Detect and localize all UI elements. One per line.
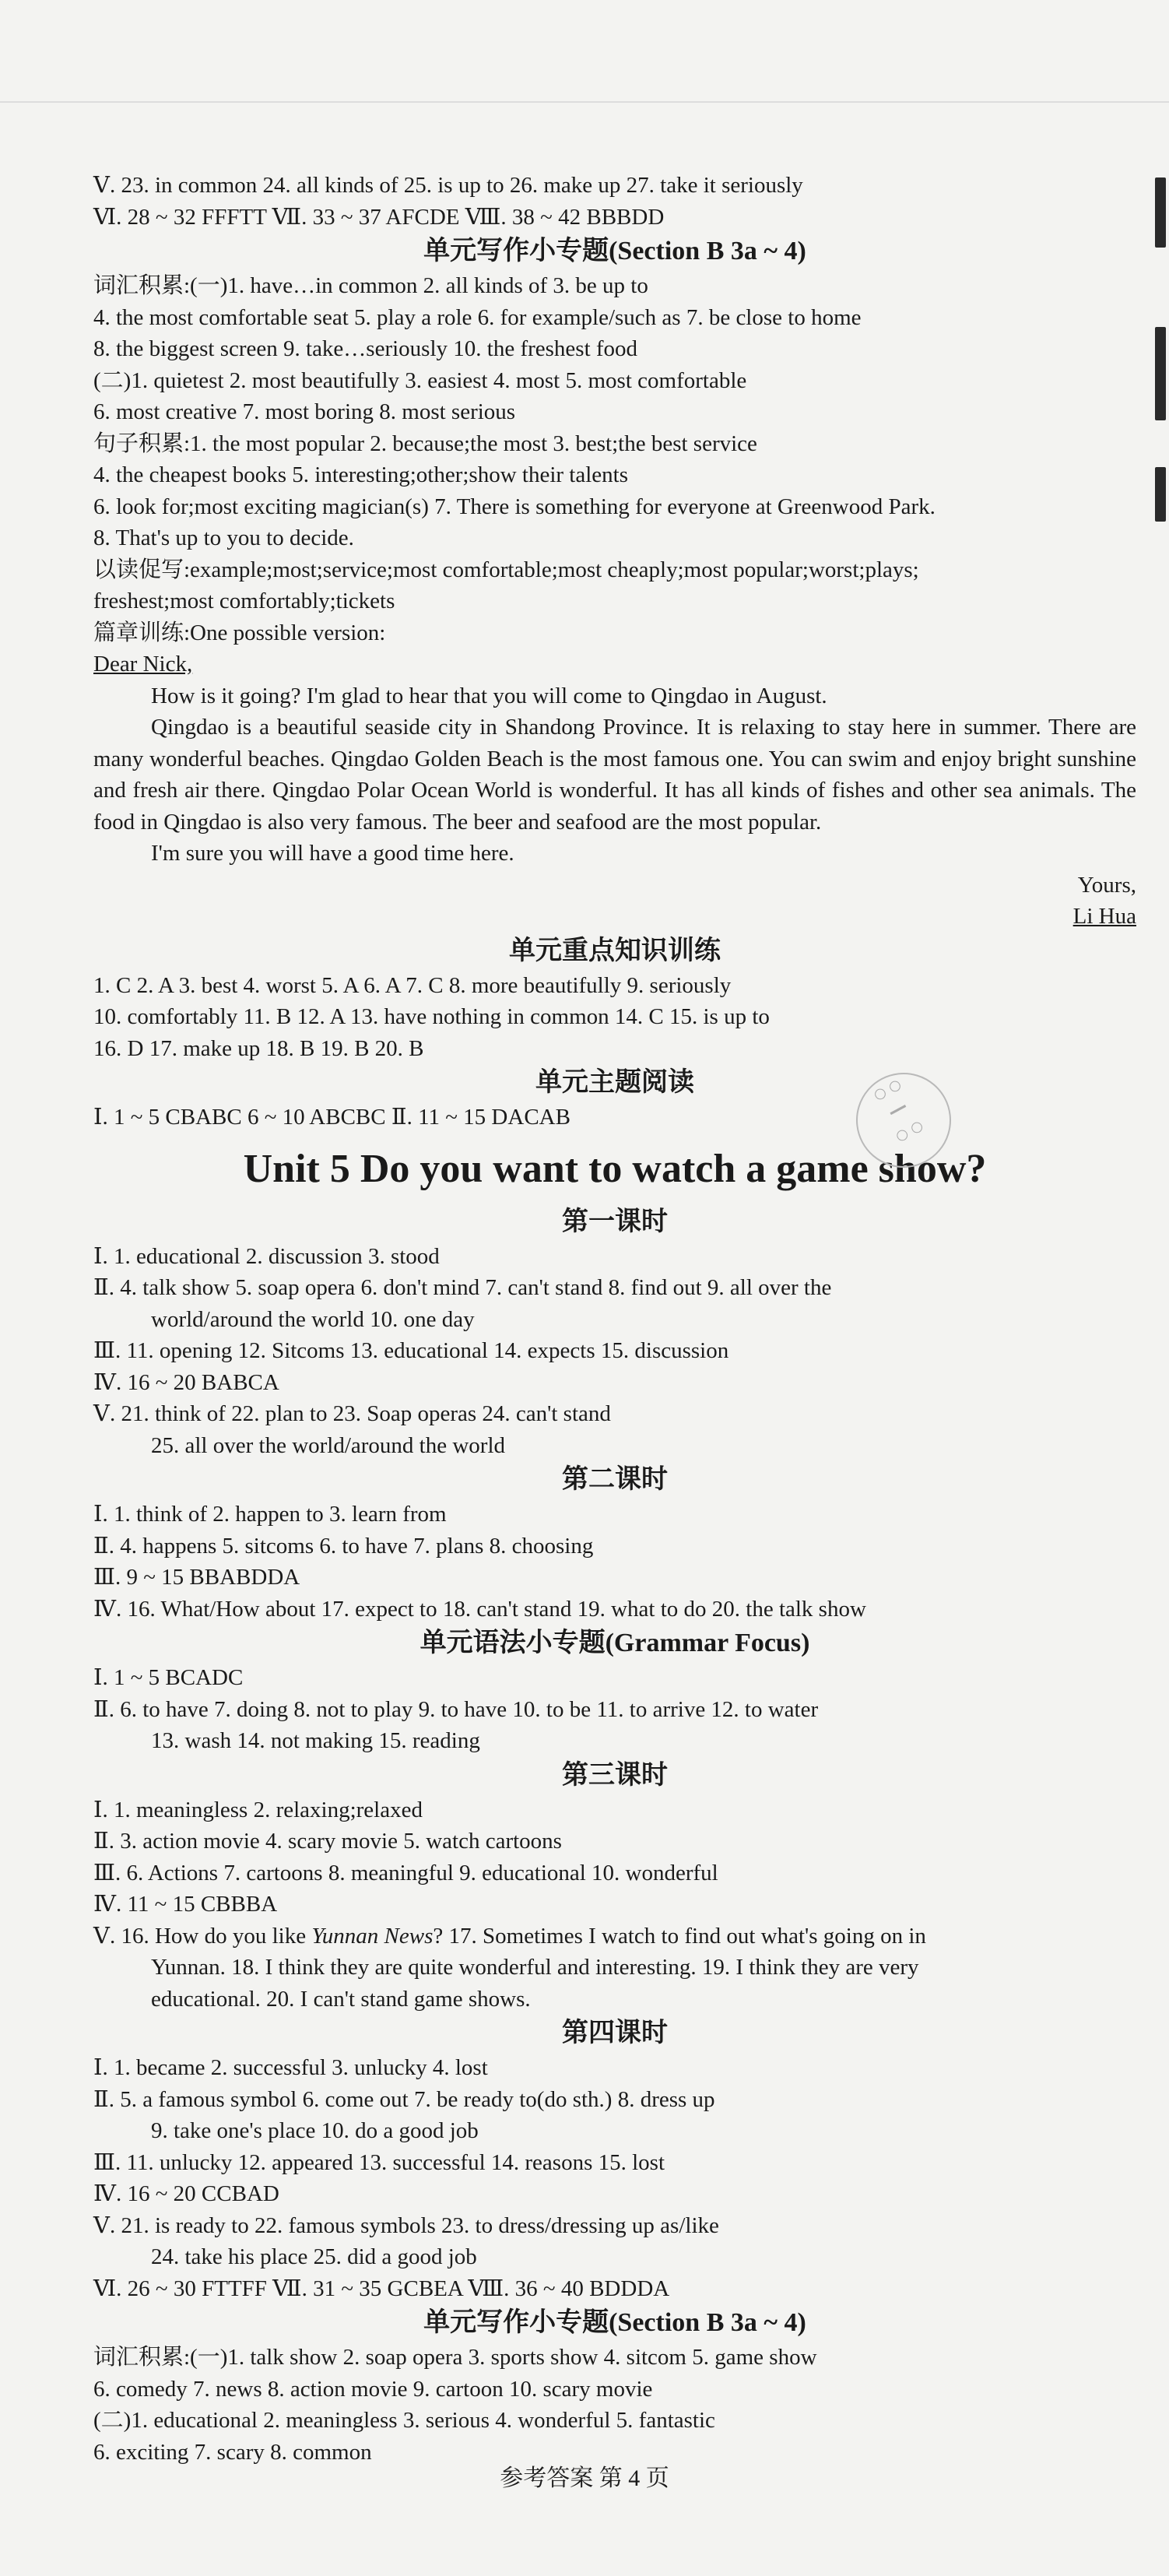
top-rule (0, 101, 1169, 103)
letter-paragraph: How is it going? I'm glad to hear that you will come to Qingdao in August. (151, 683, 827, 708)
answer-line: Ⅱ. 3. action movie 4. scary movie 5. watch cartoons (93, 1829, 562, 1854)
italic-title: Yunnan News (311, 1923, 434, 1949)
answer-line: Ⅱ. 4. happens 5. sitcoms 6. to have 7. plans 8. choosing (93, 1533, 594, 1559)
section-heading: 单元写作小专题(Section B 3a ~ 4) (423, 237, 806, 265)
answer-line: (二)1. educational 2. meaningless 3. serious 4. wonderful 5. fantastic (93, 2408, 715, 2433)
answer-line: Ⅲ. 6. Actions 7. cartoons 8. meaningful 9. educational 10. wonderful (93, 1860, 718, 1885)
answer-line: 词汇积累:(一)1. have…in common 2. all kinds of 3. be up to (93, 273, 648, 298)
answer-line: 6. comedy 7. news 8. action movie 9. cartoon 10. scary movie (93, 2376, 653, 2402)
answer-line: Ⅵ. 26 ~ 30 FTTFF Ⅶ. 31 ~ 35 GCBEA Ⅷ. 36 ~ 40 BDDDA (93, 2276, 670, 2301)
section-heading: 第三课时 (562, 1760, 668, 1790)
section-heading: 第二课时 (562, 1465, 668, 1494)
edge-mark (1155, 467, 1166, 522)
section-heading: 单元写作小专题(Section B 3a ~ 4) (423, 2308, 806, 2337)
answer-content (93, 170, 1136, 2468)
section-heading: 单元语法小专题(Grammar Focus) (420, 1629, 810, 1657)
answer-line: Ⅰ. 1. became 2. successful 3. unlucky 4. lost (93, 2055, 488, 2080)
answer-line: (二)1. quietest 2. most beautifully 3. easiest 4. most 5. most comfortable (93, 367, 747, 393)
answer-line: freshest;most comfortably;tickets (93, 589, 395, 613)
edge-mark (1155, 177, 1166, 248)
answer-line: Ⅱ. 4. talk show 5. soap opera 6. don't mind 7. can't stand 8. find out 9. all over the (93, 1275, 832, 1300)
answer-line: Ⅳ. 11 ~ 15 CBBBA (93, 1892, 278, 1917)
watermark-stamp: ○ ○ ━━ ○ ○ (840, 1056, 968, 1185)
answer-line: 10. comfortably 11. B 12. A 13. have nothing in common 14. C 15. is up to (93, 1004, 770, 1029)
answer-line: 25. all over the world/around the world (151, 1432, 506, 1458)
answer-line: 16. D 17. make up 18. B 19. B 20. B (93, 1035, 424, 1061)
answer-text: ? 17. Sometimes I watch to find out what's going on in (433, 1923, 926, 1949)
answer-line: Ⅰ. 1. educational 2. discussion 3. stood (93, 1243, 440, 1269)
answer-line: Ⅱ. 6. to have 7. doing 8. not to play 9. to have 10. to be 11. to arrive 12. to water (93, 1696, 819, 1722)
letter-paragraph: I'm sure you will have a good time here. (151, 841, 514, 866)
answer-line (93, 1921, 1136, 1952)
answer-line: Ⅲ. 11. opening 12. Sitcoms 13. educational 14. expects 15. discussion (93, 1338, 729, 1363)
answer-line: Ⅵ. 28 ~ 32 FFFTT Ⅶ. 33 ~ 37 AFCDE Ⅷ. 38 ~ 42 BBBDD (93, 204, 665, 230)
answer-line: 句子积累:1. the most popular 2. because;the most 3. best;the best service (93, 431, 757, 456)
answer-line: Ⅰ. 1. meaningless 2. relaxing;relaxed (93, 1797, 423, 1822)
answer-line: 9. take one's place 10. do a good job (151, 2118, 479, 2143)
answer-line: Ⅱ. 5. a famous symbol 6. come out 7. be ready to(do sth.) 8. dress up (93, 2086, 715, 2112)
letter-signature: Li Hua (1072, 904, 1136, 929)
unit-title: Unit 5 Do you want to watch a game show? (243, 1146, 987, 1191)
answer-line: Ⅰ. 1. think of 2. happen to 3. learn from (93, 1502, 447, 1527)
answer-line: 6. look for;most exciting magician(s) 7. There is something for everyone at Greenwood Park. (93, 494, 936, 519)
answer-line: 8. the biggest screen 9. take…seriously 10. the freshest food (93, 336, 638, 361)
answer-line: 词汇积累:(一)1. talk show 2. soap opera 3. sports show 4. sitcom 5. game show (93, 2345, 817, 2370)
answer-line: 6. most creative 7. most boring 8. most serious (93, 399, 516, 424)
answer-line: 6. exciting 7. scary 8. common (93, 2439, 372, 2465)
answer-line: 以读促写:example;most;service;most comfortable;most cheaply;most popular;worst;plays; (93, 557, 919, 582)
answer-line: Ⅳ. 16 ~ 20 CCBAD (93, 2181, 279, 2206)
section-heading: 第一课时 (562, 1207, 668, 1236)
answer-line: educational. 20. I can't stand game shows. (151, 1986, 531, 2012)
answer-line: world/around the world 10. one day (151, 1306, 475, 1332)
answer-line: 8. That's up to you to decide. (93, 525, 354, 550)
answer-line: 13. wash 14. not making 15. reading (151, 1728, 480, 1753)
answer-line: Ⅳ. 16 ~ 20 BABCA (93, 1369, 279, 1395)
letter-closing: Yours, (1077, 872, 1136, 898)
answer-line: Ⅲ. 11. unlucky 12. appeared 13. successful 14. reasons 15. lost (93, 2149, 665, 2175)
section-heading: 单元主题阅读 (535, 1068, 694, 1097)
answer-line: 1. C 2. A 3. best 4. worst 5. A 6. A 7. C 8. more beautifully 9. seriously (93, 972, 732, 998)
answer-line: Ⅰ. 1 ~ 5 BCADC (93, 1665, 244, 1690)
answer-line: Ⅳ. 16. What/How about 17. expect to 18. can't stand 19. what to do 20. the talk show (93, 1596, 866, 1622)
section-heading: 单元重点知识训练 (509, 936, 721, 965)
letter-paragraph: Qingdao is a beautiful seaside city in Shandong Province. It is relaxing to stay here in summer. There are many wonderful beaches. Qingdao Golden Beach is the most famous one. You can swim and enjoy bright sunshine and fresh air there. Qingdao Polar Ocean World is wonderful. It has all kinds of fishes and other sea animals. The food in Qingdao is also very famous. The beer and seafood are the most popular. (93, 715, 1136, 835)
answer-line: 篇章训练:One possible version: (93, 620, 386, 645)
answer-line: Yunnan. 18. I think they are quite wonderful and interesting. 19. I think they are very (151, 1955, 919, 1980)
answer-line: Ⅴ. 21. think of 22. plan to 23. Soap operas 24. can't stand (93, 1401, 611, 1426)
answer-text: Ⅴ. 16. How do you like (93, 1923, 312, 1949)
letter-salutation: Dear Nick, (93, 652, 193, 677)
answer-line: Ⅴ. 21. is ready to 22. famous symbols 23. to dress/dressing up as/like (93, 2212, 719, 2238)
answer-line: Ⅰ. 1 ~ 5 CBABC 6 ~ 10 ABCBC Ⅱ. 11 ~ 15 DACAB (93, 1105, 570, 1130)
answer-line: 4. the most comfortable seat 5. play a role 6. for example/such as 7. be close to home (93, 304, 862, 330)
answer-line: Ⅴ. 23. in common 24. all kinds of 25. is up to 26. make up 27. take it seriously (93, 173, 803, 198)
answer-line: 24. take his place 25. did a good job (151, 2244, 477, 2269)
edge-mark (1155, 327, 1166, 420)
answer-line: 4. the cheapest books 5. interesting;other;show their talents (93, 462, 628, 487)
page-footer: 参考答案 第 4 页 (500, 2465, 669, 2491)
answer-line: Ⅲ. 9 ~ 15 BBABDDA (93, 1565, 300, 1590)
section-heading: 第四课时 (562, 2019, 668, 2047)
